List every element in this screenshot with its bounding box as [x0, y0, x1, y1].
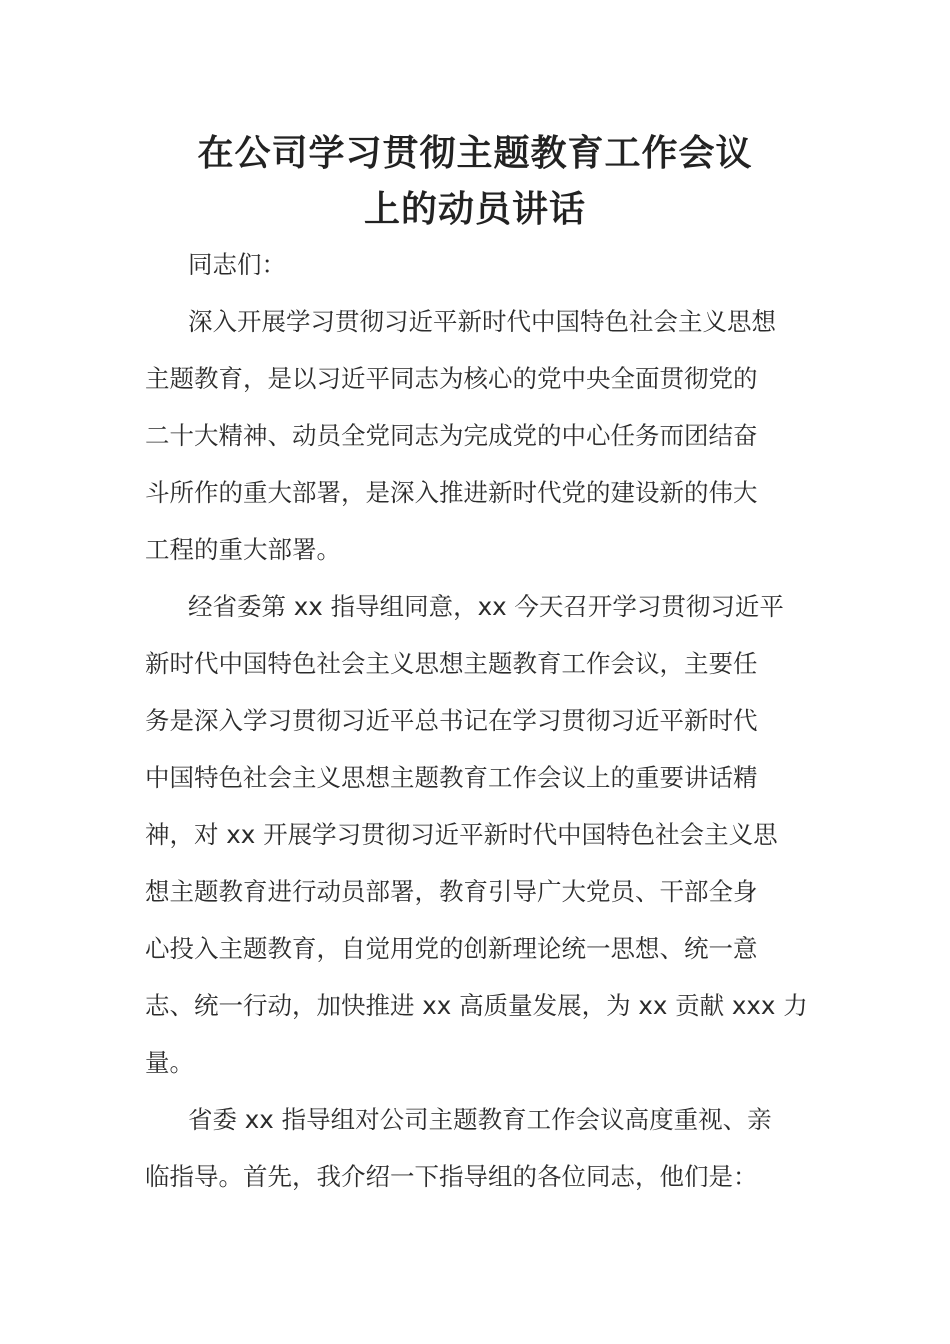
- paragraph-2-line-5: 神，对 xx 开展学习贯彻习近平新时代中国特色社会主义思: [145, 820, 778, 849]
- paragraph-2-line-2: 新时代中国特色社会主义思想主题教育工作会议，主要任: [145, 649, 758, 678]
- paragraph-2-line-3: 务是深入学习贯彻习近平总书记在学习贯彻习近平新时代: [145, 706, 758, 735]
- paragraph-2-line-8: 志、统一行动，加快推进 xx 高质量发展，为 xx 贡献 xxx 力: [145, 991, 808, 1020]
- paragraph-1-line-1: 深入开展学习贯彻习近平新时代中国特色社会主义思想: [188, 307, 776, 336]
- paragraph-2-line-1: 经省委第 xx 指导组同意，xx 今天召开学习贯彻习近平: [188, 592, 784, 621]
- paragraph-2-line-6: 想主题教育进行动员部署，教育引导广大党员、干部全身: [145, 877, 758, 906]
- paragraph-2-line-4: 中国特色社会主义思想主题教育工作会议上的重要讲话精: [145, 763, 758, 792]
- document-title-line-1: 在公司学习贯彻主题教育工作会议: [197, 133, 753, 174]
- paragraph-2-line-7: 心投入主题教育，自觉用党的创新理论统一思想、统一意: [145, 934, 758, 963]
- paragraph-1-line-2: 主题教育，是以习近平同志为核心的党中央全面贯彻党的: [145, 364, 758, 393]
- paragraph-1-line-5: 工程的重大部署。: [145, 535, 341, 564]
- salutation: 同志们：: [188, 250, 286, 279]
- document-title-line-2: 上的动员讲话: [363, 189, 586, 230]
- paragraph-1-line-4: 斗所作的重大部署，是深入推进新时代党的建设新的伟大: [145, 478, 758, 507]
- paragraph-3-line-2: 临指导。首先，我介绍一下指导组的各位同志，他们是：: [145, 1162, 758, 1191]
- paragraph-3-line-1: 省委 xx 指导组对公司主题教育工作会议高度重视、亲: [188, 1105, 772, 1134]
- paragraph-2-line-9: 量。: [145, 1048, 194, 1077]
- paragraph-1-line-3: 二十大精神、动员全党同志为完成党的中心任务而团结奋: [145, 421, 758, 450]
